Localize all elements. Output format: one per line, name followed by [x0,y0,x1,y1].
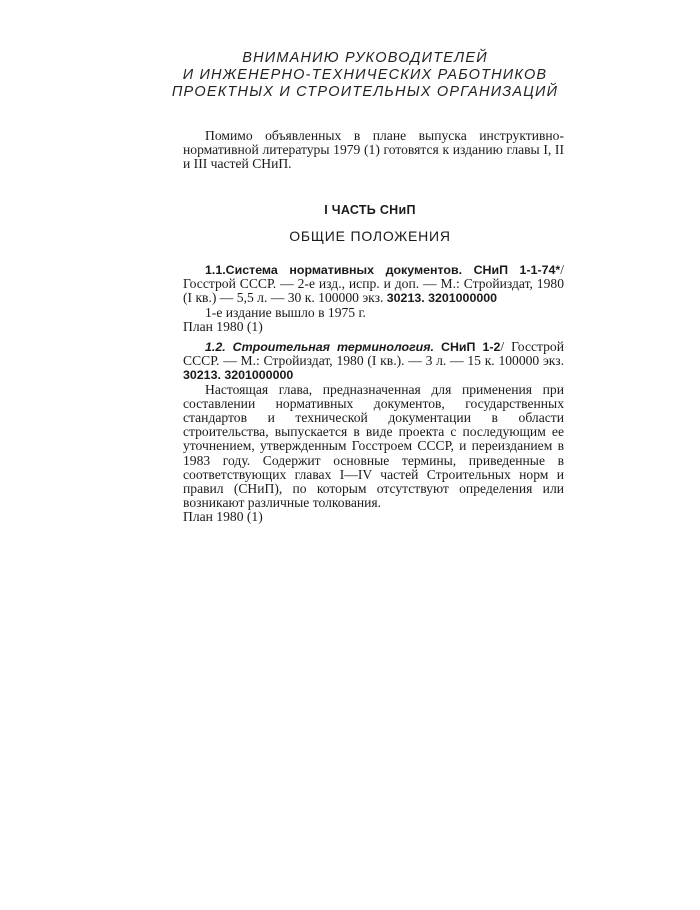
entry-title: Система нормативных документов. [225,263,463,277]
header-line-3: ПРОЕКТНЫХ И СТРОИТЕЛЬНЫХ ОРГАНИЗАЦИЙ [171,84,559,100]
entry-citation [183,340,564,383]
entry-code: СНиП 1-1-74* [473,263,561,277]
header-line-1: ВНИМАНИЮ РУКОВОДИТЕЛЕЙ [242,50,488,66]
intro-paragraph: Помимо объявленных в плане выпуска инструктивно-нормативной литературы 1979 (1) готовятся к изданию главы I, II и III частей СНиП. [183,128,564,172]
part-title: I ЧАСТЬ СНиП [324,203,416,217]
header-line-2: И ИНЖЕНЕРНО-ТЕХНИЧЕСКИХ РАБОТНИКОВ [182,67,548,83]
entry-plan: План 1980 (1) [183,318,263,334]
entry-description-b: Содержит основные термины, приведенные в соответствующих главах I—IV частей Строительных норм и правил (СНиП), по которым отсутствуют определения или возникают различные толкования. [183,452,564,511]
entry-number: 1.2. [205,340,226,354]
entry-citation [183,263,564,306]
entry-1-2 [183,340,564,525]
entry-publisher: / Госстрой СССР. — М.: Стройиздат, 1980 (I кв.). — 3 л. — 15 к. 100000 экз. [183,339,564,369]
entry-publisher: /Госстрой СССР. — 2-е изд., испр. и доп. — М.: Стройиздат, 1980 (I кв.) — 5,5 л. — 30 к. 100000 экз. [183,262,564,306]
entry-catalog: 30213. 3201000000 [183,368,294,383]
entry-title: Строительная терминология. [232,340,434,354]
entry-1-1 [183,263,564,334]
notice-header [0,50,700,101]
entry-code: СНиП 1-2 [441,340,501,354]
entry-number: 1.1. [205,263,226,277]
entry-description-a: Настоящая глава, предназначенная для применения при составлении нормативных документов, государственных стандартов и технической документации в области строительства, выпускается в виде проекта с последующим ее уточнением, утвержденным Госстроем СССР, и переизданием в 1983 году. [183,381,564,468]
entry-note: 1-е издание вышло в 1975 г. [205,304,366,320]
section-title: ОБЩИЕ ПОЛОЖЕНИЯ [289,228,451,244]
entry-plan: План 1980 (1) [183,509,263,525]
entry-catalog: 30213. 3201000000 [386,291,498,306]
entry-description [183,383,564,511]
